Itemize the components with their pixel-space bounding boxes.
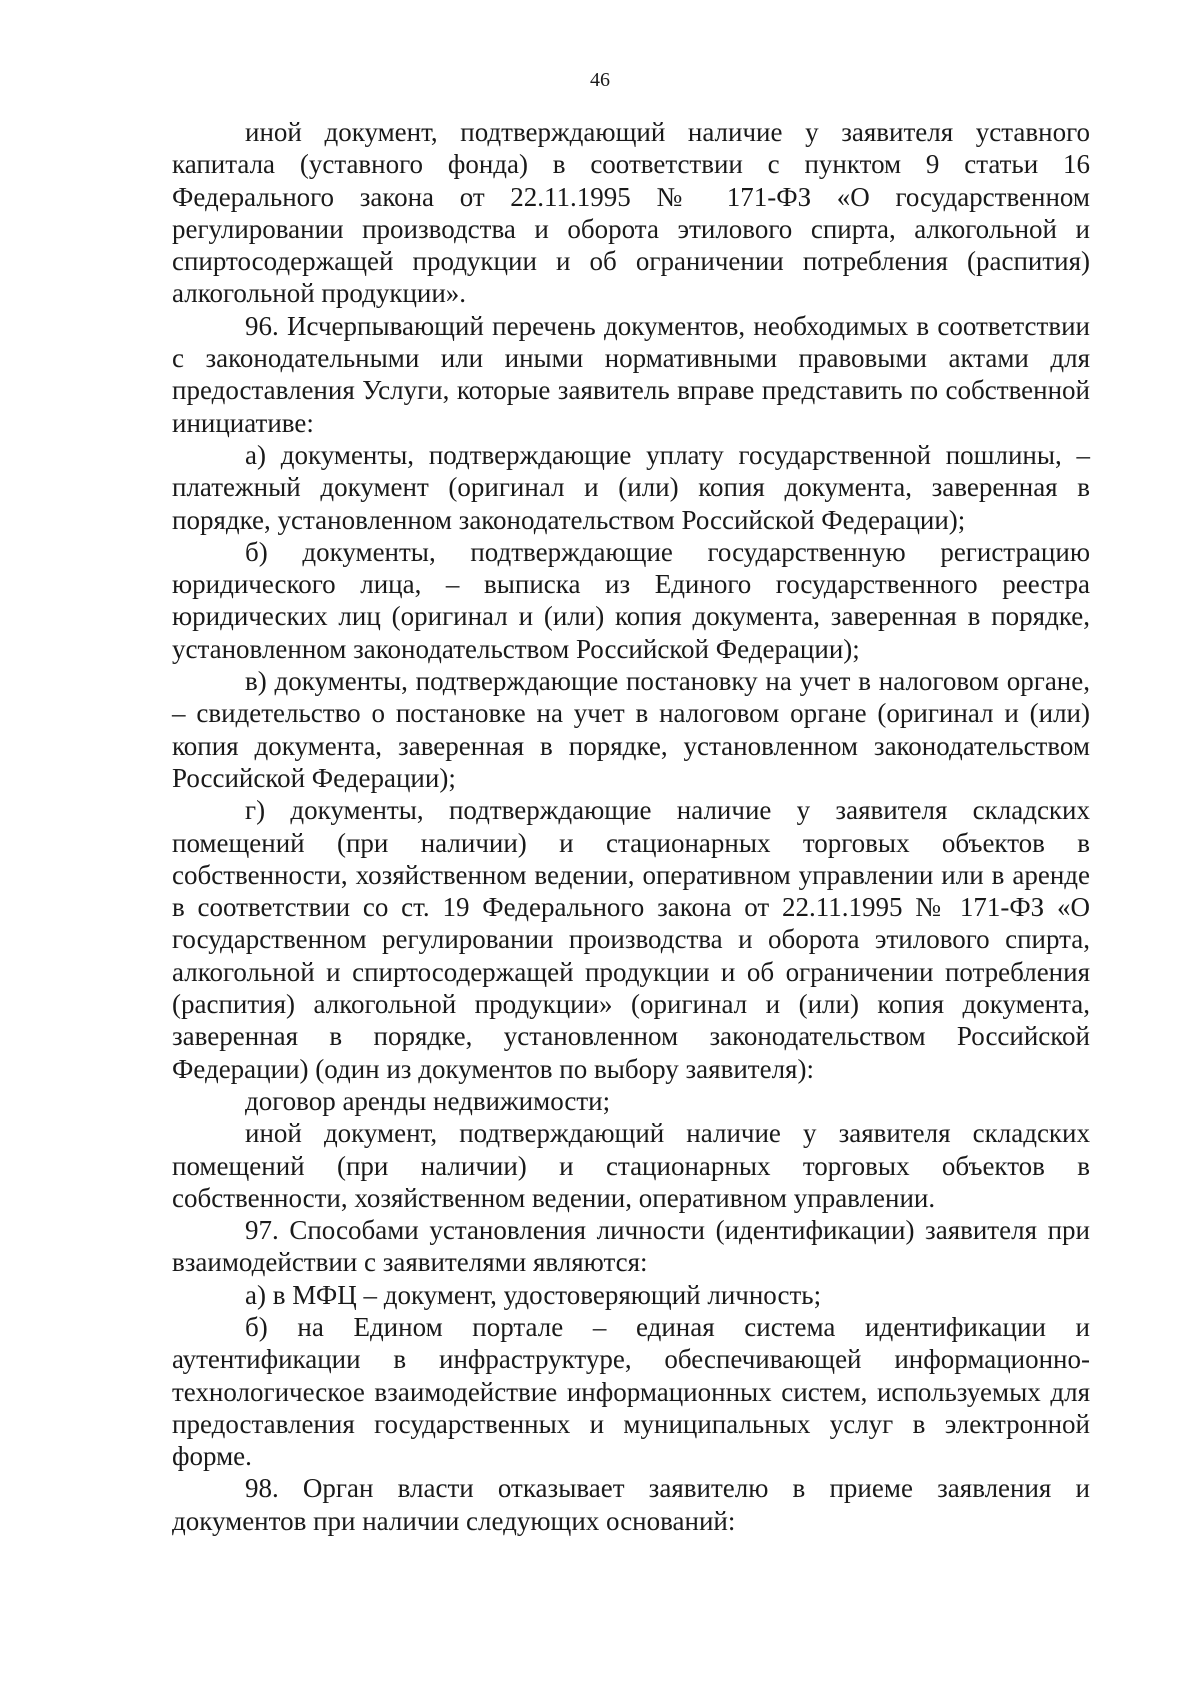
- document-body: [172, 116, 1090, 1537]
- paragraph-other-premises-document: иной документ, подтверждающий наличие у заявителя складских помещений (при наличии) и стационарных торговых объектов в собственности, хозяйственном ведении, оперативном управлении.: [172, 1118, 1090, 1213]
- paragraph-98-refusal-grounds: 98. Орган власти отказывает заявителю в приеме заявления и документов при наличии следующих оснований:: [172, 1473, 1090, 1536]
- paragraph-lease-agreement: договор аренды недвижимости;: [245, 1085, 611, 1116]
- paragraph-96-documents-list: 96. Исчерпывающий перечень документов, необходимых в соответствии с законодательными или иными нормативными правовыми актами для предоставления Услуги, которые заявитель вправе представить по собственной инициативе:: [172, 310, 1090, 438]
- paragraph-96-v-tax-registration: в) документы, подтверждающие постановку на учет в налоговом органе, – свидетельство о постановке на учет в налоговом органе (оригинал и (или) копия документа, заверенная в порядке, установленном законодательством Российской Федерации);: [172, 666, 1090, 793]
- paragraph-97-b-unified-portal: б) на Едином портале – единая система идентификации и аутентификации в инфраструктуре, обеспечивающей информационно-технологическое взаимодействие информационных систем, используемых для предоставления государственных и муниципальных услуг в электронной форме.: [172, 1311, 1090, 1472]
- paragraph-charter-capital-document: иной документ, подтверждающий наличие у заявителя уставного капитала (уставного фонда) в соответствии с пунктом 9 статьи 16 Федерального закона от 22.11.1995 № 171-ФЗ «О государственном регулировании производства и оборота этилового спирта, алкогольной и спиртосодержащей продукции и об ограничении потребления (распития) алкогольной продукции».: [172, 117, 1090, 309]
- paragraph-97-a-mfc: а) в МФЦ – документ, удостоверяющий личность;: [245, 1279, 822, 1310]
- paragraph-96-b-registration: б) документы, подтверждающие государственную регистрацию юридического лица, – выписка из Единого государственного реестра юридических лиц (оригинал и (или) копия документа, заверенная в порядке, установленном законодательством Российской Федерации);: [172, 536, 1090, 664]
- page-number: 46: [590, 69, 610, 91]
- paragraph-96-g-premises: г) документы, подтверждающие наличие у заявителя складских помещений (при наличии) и стационарных торговых объектов в собственности, хозяйственном ведении, оперативном управлении или в аренде в соответствии со ст. 19 Федерального закона от 22.11.1995 № 171-ФЗ «О государственном регулировании производства и оборота этилового спирта, алкогольной и спиртосодержащей продукции и об ограничении потребления (распития) алкогольной продукции» (оригинал и (или) копия документа, заверенная в порядке, установленном законодательством Российской Федерации) (один из документов по выбору заявителя):: [172, 795, 1090, 1084]
- paragraph-96-a-state-fee: а) документы, подтверждающие уплату государственной пошлины, – платежный документ (оригинал и (или) копия документа, заверенная в порядке, установленном законодательством Российской Федерации);: [172, 439, 1090, 535]
- paragraph-97-identification: 97. Способами установления личности (идентификации) заявителя при взаимодействии с заявителями являются:: [172, 1215, 1090, 1278]
